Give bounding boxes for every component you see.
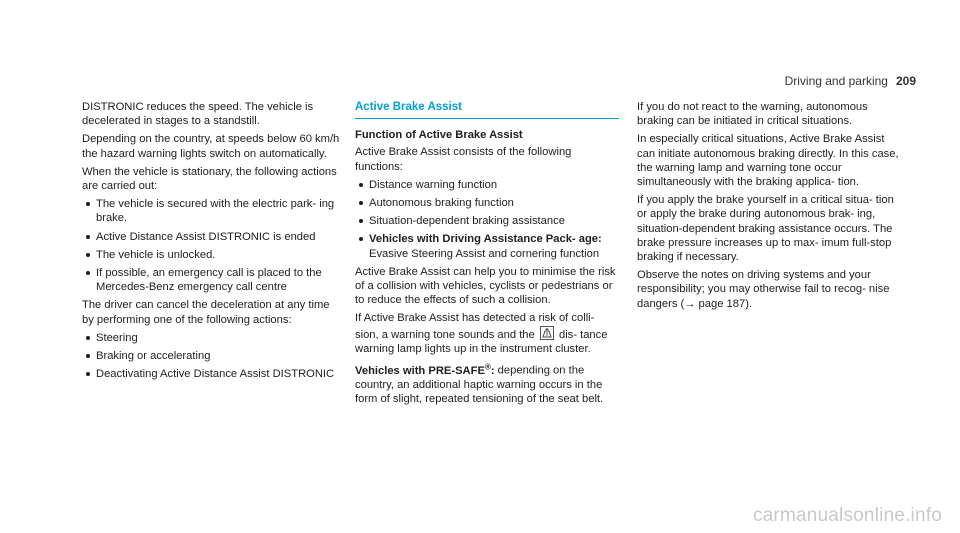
paragraph: DISTRONIC reduces the speed. The vehicle is decelerated in stages to a standstill. bbox=[82, 101, 314, 128]
list-item: The vehicle is unlocked. bbox=[82, 248, 340, 262]
paragraph: If you do not react to the warning, autonomous braking can be initiated in critical situations. bbox=[637, 101, 868, 128]
list-item: If possible, an emergency call is placed to the Mercedes-Benz emergency call centre bbox=[82, 266, 340, 294]
arrow-right-icon: → bbox=[684, 297, 696, 310]
distance-warning-lamp-icon bbox=[540, 326, 554, 340]
paragraph: If you apply the brake yourself in a critical situa- tion or apply the brake during autonomous brak- ing, situation-dependent braking assistance occurs. The brake pressure increases up to max- imum full-stop braking if necessary. bbox=[637, 194, 894, 264]
paragraph bbox=[355, 311, 619, 356]
list-item: The vehicle is secured with the electric park- ing brake. bbox=[82, 197, 340, 225]
paragraph: When the vehicle is stationary, the following actions are carried out: bbox=[82, 165, 337, 193]
watermark: carmanualsonline.info bbox=[752, 505, 942, 526]
paragraph: Active Brake Assist can help you to minimise the risk of a collision with vehicles, cyclists or pedestrians or to reduce the effects of such a collision. bbox=[355, 265, 616, 307]
presafe-label: Vehicles with PRE-SAFE®: bbox=[355, 362, 495, 377]
section-title: Active Brake Assist bbox=[355, 100, 619, 119]
subsection-title: Function of Active Brake Assist bbox=[355, 129, 523, 142]
actions-list bbox=[82, 197, 340, 294]
detect-text-a: If Active Brake Assist has detected a risk of colli- sion, a warning tone sounds and the bbox=[355, 312, 595, 341]
list-item: Braking or accelerating bbox=[82, 349, 340, 363]
list-item: Steering bbox=[82, 331, 340, 345]
paragraph: In especially critical situations, Active Brake Assist can initiate autonomous braking directly. In this case, the warning lamp and warning tone occur simultaneously with the braking applica- tion. bbox=[637, 133, 899, 189]
paragraph: Active Brake Assist consists of the following functions: bbox=[355, 146, 572, 173]
functions-list bbox=[355, 178, 619, 261]
list-item: Situation-dependent braking assistance bbox=[355, 214, 619, 228]
evasive-label: Vehicles with Driving Assistance Pack- age: bbox=[369, 233, 602, 246]
paragraph: The driver can cancel the deceleration at any time by performing one of the following actions: bbox=[82, 299, 330, 326]
list-item: Distance warning function bbox=[355, 178, 619, 192]
evasive-text: Evasive Steering Assist and cornering function bbox=[369, 247, 600, 260]
page-header bbox=[785, 74, 916, 88]
paragraph bbox=[355, 360, 619, 406]
paragraph: Depending on the country, at speeds below 60 km/h the hazard warning lights switch on automatically. bbox=[82, 133, 340, 160]
list-item: Active Distance Assist DISTRONIC is ended bbox=[82, 230, 340, 244]
list-item: Autonomous braking function bbox=[355, 196, 619, 210]
page-number: 209 bbox=[895, 74, 916, 88]
cancel-actions-list bbox=[82, 331, 340, 382]
list-item bbox=[355, 232, 619, 260]
column-2 bbox=[355, 100, 619, 410]
column-1 bbox=[82, 100, 340, 385]
section-name: Driving and parking bbox=[784, 74, 888, 88]
paragraph bbox=[637, 268, 899, 311]
list-item: Deactivating Active Distance Assist DISTRONIC bbox=[82, 367, 340, 381]
notes-text-a: Observe the notes on driving systems and your responsibility; you may otherwise fail to recog- nise dangers ( bbox=[637, 269, 890, 310]
detect-text-b: dis- tance warning lamp lights up in the instrument cluster. bbox=[355, 328, 608, 355]
page-reference-link[interactable]: page 187). bbox=[695, 297, 753, 310]
presafe-text: depending on the country, an additional haptic warning occurs in the form of slight, repeated tensioning of the seat belt. bbox=[355, 364, 604, 406]
column-3 bbox=[637, 100, 899, 315]
